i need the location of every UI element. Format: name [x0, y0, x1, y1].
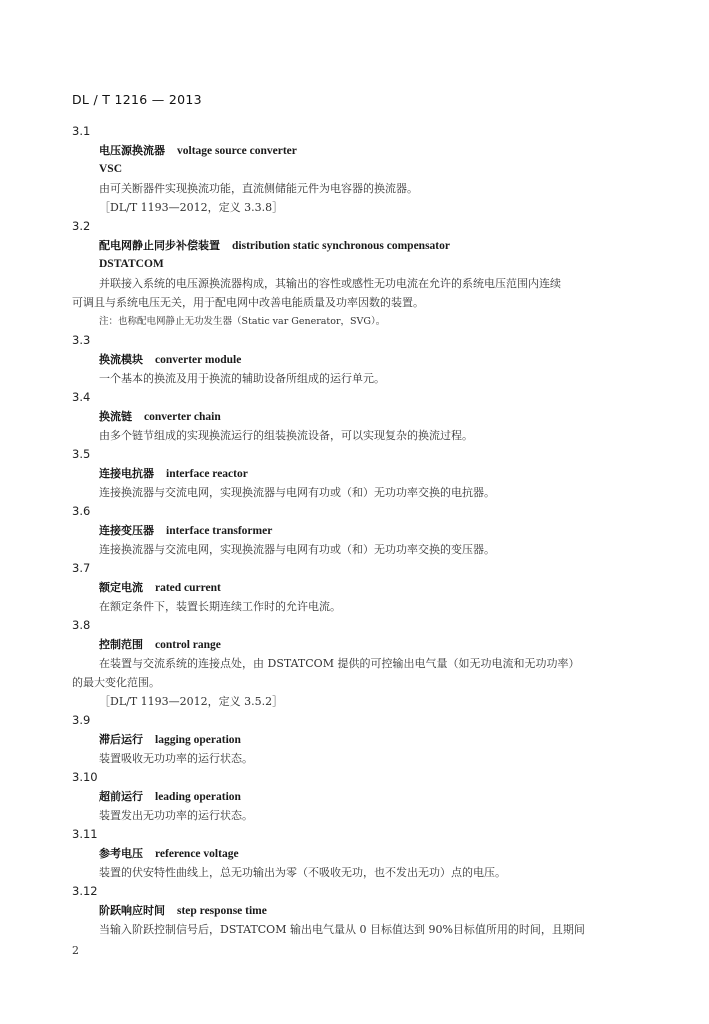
- term-english: interface reactor: [166, 468, 248, 480]
- term-number: 3.8: [72, 618, 91, 632]
- term-number: 3.11: [72, 827, 98, 841]
- term-entry: [72, 616, 652, 711]
- term-title: [72, 730, 652, 749]
- term-definition: 装置吸收无功功率的运行状态。: [99, 752, 253, 765]
- term-definition: 并联接入系统的电压源换流器构成，其输出的容性或感性无功电流在允许的系统电压范围内连续: [99, 277, 561, 290]
- term-entry: [72, 502, 652, 559]
- term-number: 3.5: [72, 447, 91, 461]
- term-chinese: 滞后运行: [99, 733, 143, 746]
- term-entry: [72, 711, 652, 768]
- page-number: 2: [72, 944, 79, 957]
- document-header: DL / T 1216 — 2013: [72, 92, 202, 107]
- term-number: 3.3: [72, 333, 91, 347]
- term-abbreviation: VSC: [99, 163, 123, 175]
- term-chinese: 额定电流: [99, 581, 143, 594]
- term-source: ［DL/T 1193—2012，定义 3.3.8］: [99, 201, 284, 214]
- term-entry: [72, 825, 652, 882]
- term-chinese: 控制范围: [99, 638, 143, 651]
- term-definition: 在装置与交流系统的连接点处，由 DSTATCOM 提供的可控输出电气量（如无功电流和无功功率）: [99, 657, 580, 670]
- term-chinese: 连接变压器: [99, 524, 154, 537]
- term-definition: 当输入阶跃控制信号后，DSTATCOM 输出电气量从 0 目标值达到 90%目标值所用的时间，且期间: [99, 923, 585, 936]
- term-english: control range: [155, 639, 221, 651]
- term-english: distribution static synchronous compensator: [232, 240, 450, 252]
- term-definition: 装置的伏安特性曲线上，总无功输出为零（不吸收无功，也不发出无功）点的电压。: [99, 866, 506, 879]
- term-title: [72, 844, 652, 863]
- term-title: [72, 350, 652, 369]
- term-definition: 一个基本的换流及用于换流的辅助设备所组成的运行单元。: [99, 372, 385, 385]
- term-number: 3.10: [72, 770, 98, 784]
- term-english: interface transformer: [166, 525, 273, 537]
- term-title: [72, 578, 652, 597]
- term-title: [72, 236, 652, 255]
- term-entry: [72, 768, 652, 825]
- term-number: 3.12: [72, 884, 98, 898]
- term-number: 3.6: [72, 504, 91, 518]
- term-definition: 在额定条件下，装置长期连续工作时的允许电流。: [99, 600, 341, 613]
- term-title: [72, 464, 652, 483]
- term-entry: [72, 122, 652, 217]
- term-chinese: 超前运行: [99, 790, 143, 803]
- term-number: 3.2: [72, 219, 91, 233]
- term-chinese: 配电网静止同步补偿装置: [99, 239, 220, 252]
- term-english: converter chain: [144, 411, 221, 423]
- term-note: 注：也称配电网静止无功发生器（Static var Generator，SVG）。: [99, 316, 386, 327]
- term-english: voltage source converter: [177, 145, 297, 157]
- term-chinese: 阶跃响应时间: [99, 904, 165, 917]
- term-source: ［DL/T 1193—2012，定义 3.5.2］: [99, 695, 284, 708]
- term-title: [72, 407, 652, 426]
- term-entry: [72, 882, 652, 939]
- term-number: 3.4: [72, 390, 91, 404]
- term-english: converter module: [155, 354, 242, 366]
- term-entry: [72, 331, 652, 388]
- term-chinese: 参考电压: [99, 847, 143, 860]
- term-definition: 由可关断器件实现换流功能，直流侧储能元件为电容器的换流器。: [99, 182, 418, 195]
- term-definition: 由多个链节组成的实现换流运行的组装换流设备，可以实现复杂的换流过程。: [99, 429, 473, 442]
- term-definition: 装置发出无功功率的运行状态。: [99, 809, 253, 822]
- term-definition: 连接换流器与交流电网，实现换流器与电网有功或（和）无功功率交换的电抗器。: [99, 486, 495, 499]
- term-chinese: 连接电抗器: [99, 467, 154, 480]
- term-entry: [72, 217, 652, 331]
- term-entry: [72, 445, 652, 502]
- term-chinese: 电压源换流器: [99, 144, 165, 157]
- term-number: 3.7: [72, 561, 91, 575]
- term-english: leading operation: [155, 791, 241, 803]
- term-title: [72, 521, 652, 540]
- term-chinese: 换流链: [99, 410, 132, 423]
- term-abbreviation: DSTATCOM: [99, 258, 164, 270]
- term-definition-continued: 的最大变化范围。: [72, 676, 160, 689]
- term-english: rated current: [155, 582, 221, 594]
- term-number: 3.1: [72, 124, 91, 138]
- term-chinese: 换流模块: [99, 353, 143, 366]
- term-english: lagging operation: [155, 734, 241, 746]
- term-entries: [72, 122, 652, 939]
- term-entry: [72, 388, 652, 445]
- term-number: 3.9: [72, 713, 91, 727]
- term-entry: [72, 559, 652, 616]
- term-english: step response time: [177, 905, 267, 917]
- term-title: [72, 635, 652, 654]
- term-title: [72, 787, 652, 806]
- term-title: [72, 141, 652, 160]
- term-definition-continued: 可调且与系统电压无关，用于配电网中改善电能质量及功率因数的装置。: [72, 296, 424, 309]
- term-title: [72, 901, 652, 920]
- term-english: reference voltage: [155, 848, 239, 860]
- term-definition: 连接换流器与交流电网，实现换流器与电网有功或（和）无功功率交换的变压器。: [99, 543, 495, 556]
